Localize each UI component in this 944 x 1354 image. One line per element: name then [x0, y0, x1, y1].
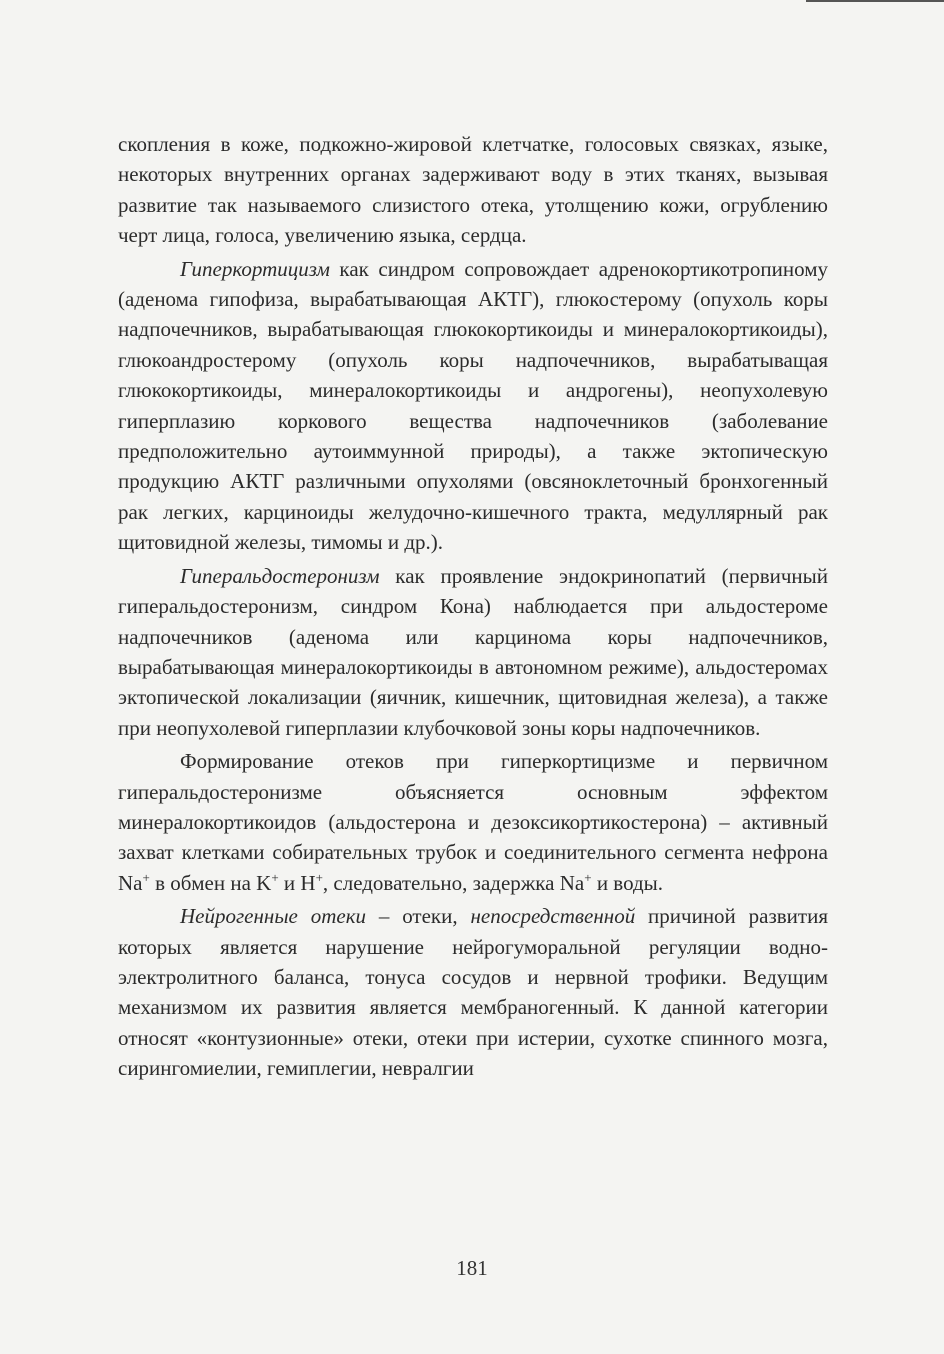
text-segment: как проявление эндокринопатий (первичный гиперальдостеронизм, синдром Кона) наблюдается при альдостероме надпочечников (аденома или карцинома коры надпочечников, вырабатывающая минералокортикоиды в автономном режиме), альдостеромах эктопической локализации (яичник, кишечник, щитовидная железа), а также при неопухолевой гиперплазии клубочковой зоны коры надпочечников.: [118, 563, 828, 740]
italic-term: Нейрогенные отеки: [180, 904, 367, 929]
italic-term: Гиперкортицизм: [180, 256, 330, 281]
page-number: 181: [456, 1256, 488, 1280]
italic-term: непосредственной: [470, 904, 636, 929]
paragraph-neurogenic-edema: [118, 901, 828, 1083]
italic-term: Гиперальдостеронизм: [180, 563, 380, 588]
body-text: [118, 129, 828, 1084]
superscript-charge: +: [271, 869, 279, 885]
paragraph-edema-formation: [118, 746, 828, 898]
text-segment: и воды.: [591, 870, 664, 895]
paragraph-hyperaldosteronism: [118, 561, 828, 743]
text-segment: – отеки,: [366, 904, 471, 929]
text-segment: Формирование отеков при гиперкортицизме и первичном гиперальдостеронизме объясняется основным эффектом минералокортикоидов (альдостерона и дезоксикортикостерона) – активный захват клетками собирательных трубок и соединительного сегмента нефрона Na: [118, 749, 828, 895]
text-segment: причиной развития которых является нарушение нейрогуморальной регуляции водно-электролитного баланса, тонуса сосудов и нервной трофики. Ведущим механизмом их развития является мембраногенный. К данной категории относят «контузионные» отеки, отеки при истерии, сухотке спинного мозга, сирингомиелии, гемиплегии, невралгии: [118, 904, 828, 1081]
paragraph-hypercorticism: [118, 254, 828, 558]
text-segment: , следовательно, задержка Na: [322, 870, 585, 895]
paragraph-1: [118, 129, 828, 251]
superscript-charge: +: [315, 869, 323, 885]
text-segment: как синдром сопровождает адренокортикотропиному (аденома гипофиза, вырабатывающая АКТГ), глюкостерому (опухоль коры надпочечников, вырабатывающая глюкокортикоиды и минералокортикоиды), глюкоандростерому (опухоль коры надпочечников, вырабатыващая глюкокортикоиды, минералокортикоиды и андрогены), неопухолевую гиперплазию коркового вещества надпочечников (заболевание предположительно аутоиммунной природы), а также эктопическую продукцию АКТГ различными опухолями (овсяноклеточный бронхогенный рак легких, карциноиды желудочно-кишечного тракта, медуллярный рак щитовидной железы, тимомы и др.).: [118, 256, 828, 555]
text-segment: в обмен на K: [149, 870, 272, 895]
text-segment: скопления в коже, подкожно-жировой клетчатке, голосовых связках, языке, некоторых внутренних органах задерживают воду в этих тканях, вызывая развитие так называемого слизистого отека, утолщению кожи, огрублению черт лица, голоса, увеличению языка, сердца.: [118, 132, 828, 248]
scan-edge-line: [806, 0, 944, 2]
superscript-charge: +: [584, 869, 592, 885]
text-segment: и H: [278, 870, 316, 895]
superscript-charge: +: [142, 869, 150, 885]
